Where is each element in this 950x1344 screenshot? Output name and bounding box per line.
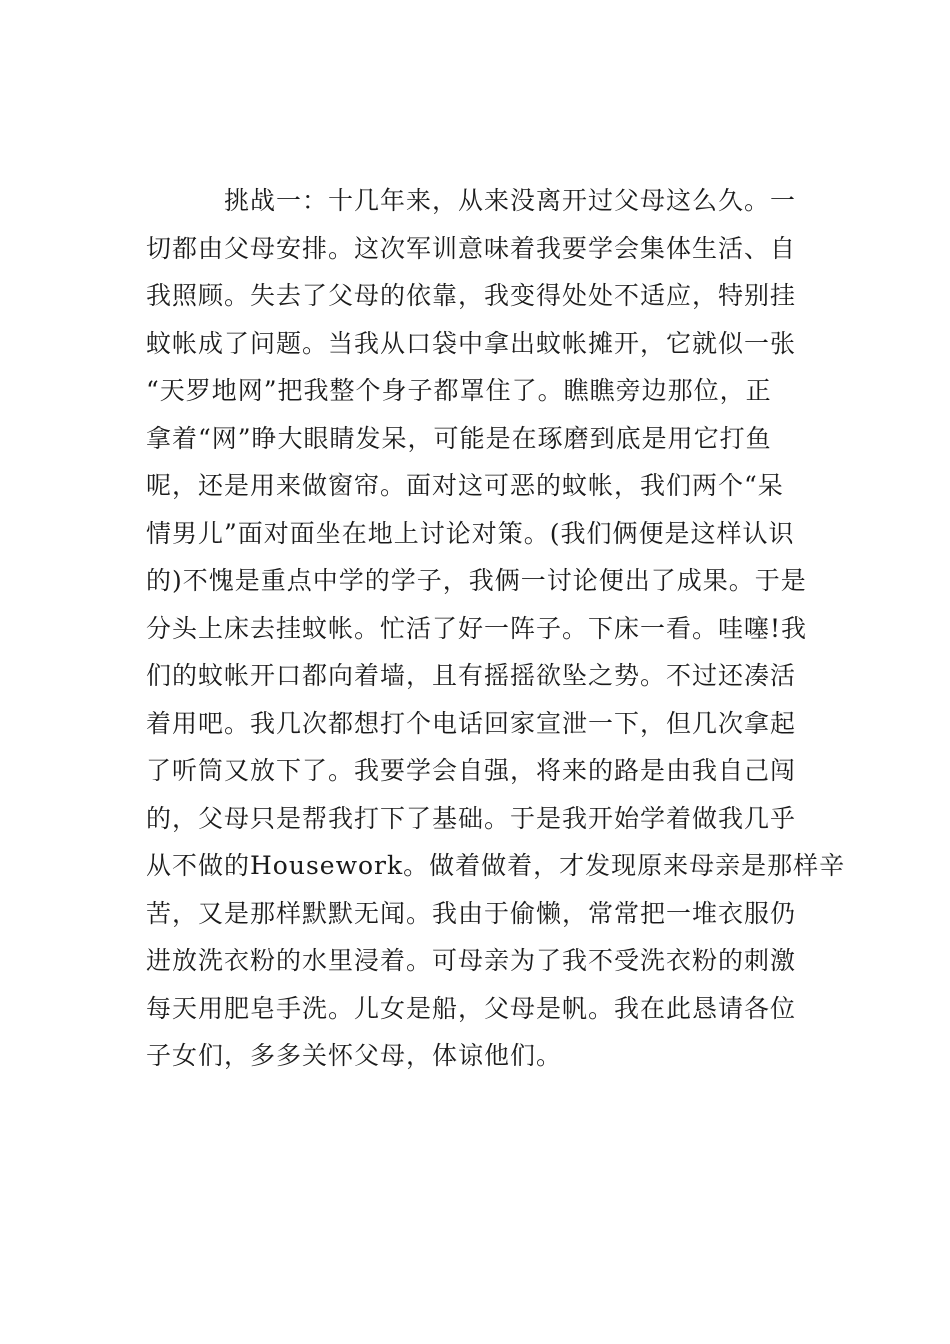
paragraph-line: “天罗地网”把我整个身子都罩住了。瞧瞧旁边那位，正 bbox=[146, 376, 772, 405]
paragraph-line: 情男儿”面对面坐在地上讨论对策。(我们俩便是这样认识 bbox=[146, 518, 795, 548]
paragraph-line: 了听筒又放下了。我要学会自强，将来的路是由我自己闯 bbox=[146, 756, 797, 785]
paragraph-line: 切都由父母安排。这次军训意味着我要学会集体生活、自 bbox=[146, 233, 797, 263]
paragraph-line: 拿着“网”睁大眼睛发呆，可能是在琢磨到底是用它打鱼 bbox=[146, 423, 772, 453]
paragraph-line: 们的蚊帐开口都向着墙，且有摇摇欲坠之势。不过还凑活 bbox=[146, 661, 797, 690]
body-paragraph bbox=[146, 177, 845, 1080]
paragraph-line: 苦，又是那样默默无闻。我由于偷懒，常常把一堆衣服仍 bbox=[146, 898, 797, 928]
paragraph-line: 分头上床去挂蚊帐。忙活了好一阵子。下床一看。哇噻!我 bbox=[146, 613, 808, 643]
paragraph-line: 着用吧。我几次都想打个电话回家宣泄一下，但几次拿起 bbox=[146, 708, 797, 738]
paragraph-line: 的，父母只是帮我打下了基础。于是我开始学着做我几乎 bbox=[146, 803, 797, 833]
paragraph-line: 呢，还是用来做窗帘。面对这可恶的蚊帐，我们两个“呆 bbox=[146, 471, 784, 500]
paragraph-line: 我照顾。失去了父母的依靠，我变得处处不适应，特别挂 bbox=[146, 281, 797, 310]
paragraph-line: 子女们，多多关怀父母，体谅他们。 bbox=[146, 1041, 563, 1070]
paragraph-line: 挑战一：十几年来，从来没离开过父母这么久。一 bbox=[146, 186, 797, 215]
paragraph-line: 从不做的Housework。做着做着，才发现原来母亲是那样辛 bbox=[146, 851, 846, 880]
paragraph-line: 蚊帐成了问题。当我从口袋中拿出蚊帐摊开，它就似一张 bbox=[146, 328, 797, 358]
paragraph-line: 每天用肥皂手洗。儿女是船，父母是帆。我在此恳请各位 bbox=[146, 993, 797, 1023]
paragraph-line: 进放洗衣粉的水里浸着。可母亲为了我不受洗衣粉的刺激 bbox=[146, 946, 797, 975]
paragraph-line: 的)不愧是重点中学的学子，我俩一讨论便出了成果。于是 bbox=[146, 566, 807, 595]
